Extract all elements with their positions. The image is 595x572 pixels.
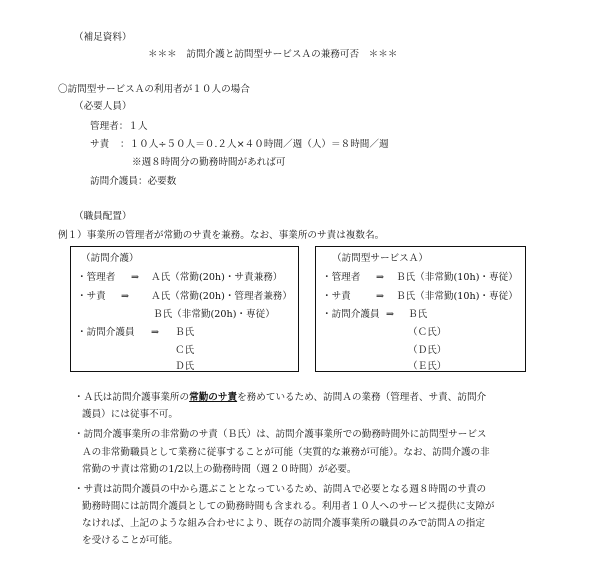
box-title: （訪問介護） — [81, 253, 139, 264]
role-label: ・サ責 — [77, 291, 106, 302]
manager-line: 管理者：１人 — [90, 121, 148, 132]
assignment: Ｂ氏 — [175, 327, 195, 338]
assignment: Ｂ氏（非常勤(10h)・専従） — [396, 291, 518, 302]
assignment: （Ｃ氏） — [408, 327, 447, 338]
sase-label: サ責 — [90, 139, 110, 150]
note-text: 勤務時間には訪問介護員としての勤務時間も含まれる。利用者１０人へのサービス提供に支障が — [82, 501, 495, 512]
role-label: ・訪問介護員 — [77, 327, 135, 338]
doc-tag: （補足資料） — [74, 32, 132, 43]
arrow-icon: ⇒ — [131, 272, 140, 283]
role-label: ・訪問介護員 — [322, 309, 380, 320]
example-line: 例１）事業所の管理者が常勤のサ責を兼務。なお、事業所のサ責は複数名。 — [58, 230, 385, 241]
note-text: 護員）には従事不可。 — [82, 409, 178, 420]
note-text: 常勤のサ責は常勤の1/2以上の勤務時間（週２０時間）が必要。 — [82, 464, 357, 475]
arrow-icon: ⇒ — [121, 291, 130, 302]
role-label: ・管理者 — [322, 272, 361, 283]
arrow-icon: ⇒ — [151, 327, 160, 338]
assignment: Ｂ氏（非常勤(20h)・専従） — [153, 309, 275, 320]
arrow-icon: ⇒ — [376, 291, 385, 302]
role-label: ・サ責 — [322, 291, 351, 302]
required-label: （必要人員） — [74, 101, 132, 112]
assignment: Ｄ氏 — [175, 361, 195, 372]
arrow-icon: ⇒ — [376, 272, 385, 283]
assignment: Ｂ氏（非常勤(10h)・専従） — [396, 272, 518, 283]
role-label: ・管理者 — [77, 272, 116, 283]
doc-title: ＊＊＊ 訪問介護と訪問型サービスＡの兼務可否 ＊＊＊ — [148, 49, 398, 60]
assignment: Ａ氏（常勤(20h)・管理者兼務） — [151, 291, 292, 302]
note-2: ・訪問介護事業所の非常勤のサ責（Ｂ氏）は、訪問介護事業所での勤務時間外に訪問型サービス — [74, 429, 487, 440]
note-3: ・サ責は訪問介護員の中から選ぶこととなっているため、訪問Ａで必要となる週８時間のサ責の — [74, 484, 487, 495]
helper-line: 訪問介護員：必要数 — [90, 176, 177, 187]
case-heading: 〇訪問型サービスＡの利用者が１０人の場合 — [58, 84, 250, 95]
note-1 — [74, 393, 486, 403]
home-care-box — [70, 246, 299, 372]
service-a-box — [315, 246, 526, 372]
note-text: を受けることが可能。 — [82, 535, 178, 546]
note-text: を務めているため、訪問Ａの業務（管理者、サ責、訪問介 — [237, 392, 487, 403]
assignment: （Ｄ氏） — [408, 345, 447, 356]
sase-note: ※週８時間分の勤務時間があれば可 — [132, 157, 286, 168]
assignment: Ａ氏（常勤(20h)・サ責兼務） — [151, 272, 283, 283]
emphasis-text: 常勤のサ責 — [189, 392, 238, 403]
assignment: （Ｅ氏） — [408, 361, 447, 372]
staffing-label: （職員配置） — [74, 211, 132, 222]
note-text: なければ、上記のような組み合わせにより、既存の訪問介護事業所の職員のみで訪問Ａの指定 — [82, 518, 485, 529]
note-text: Ａの非常勤職員として業務に従事することが可能（実質的な兼務が可能）。なお、訪問介護の非 — [82, 447, 490, 458]
assignment: Ｃ氏 — [175, 345, 195, 356]
note-text: ・Ａ氏は訪問介護事業所の — [74, 392, 190, 403]
sase-calc: ：１０人÷５０人＝０.２人×４０時間／週（人）＝８時間／週 — [120, 139, 389, 150]
arrow-icon: ⇒ — [386, 309, 395, 320]
box-title: （訪問型サービスＡ） — [332, 253, 428, 264]
assignment: Ｂ氏 — [408, 309, 428, 320]
